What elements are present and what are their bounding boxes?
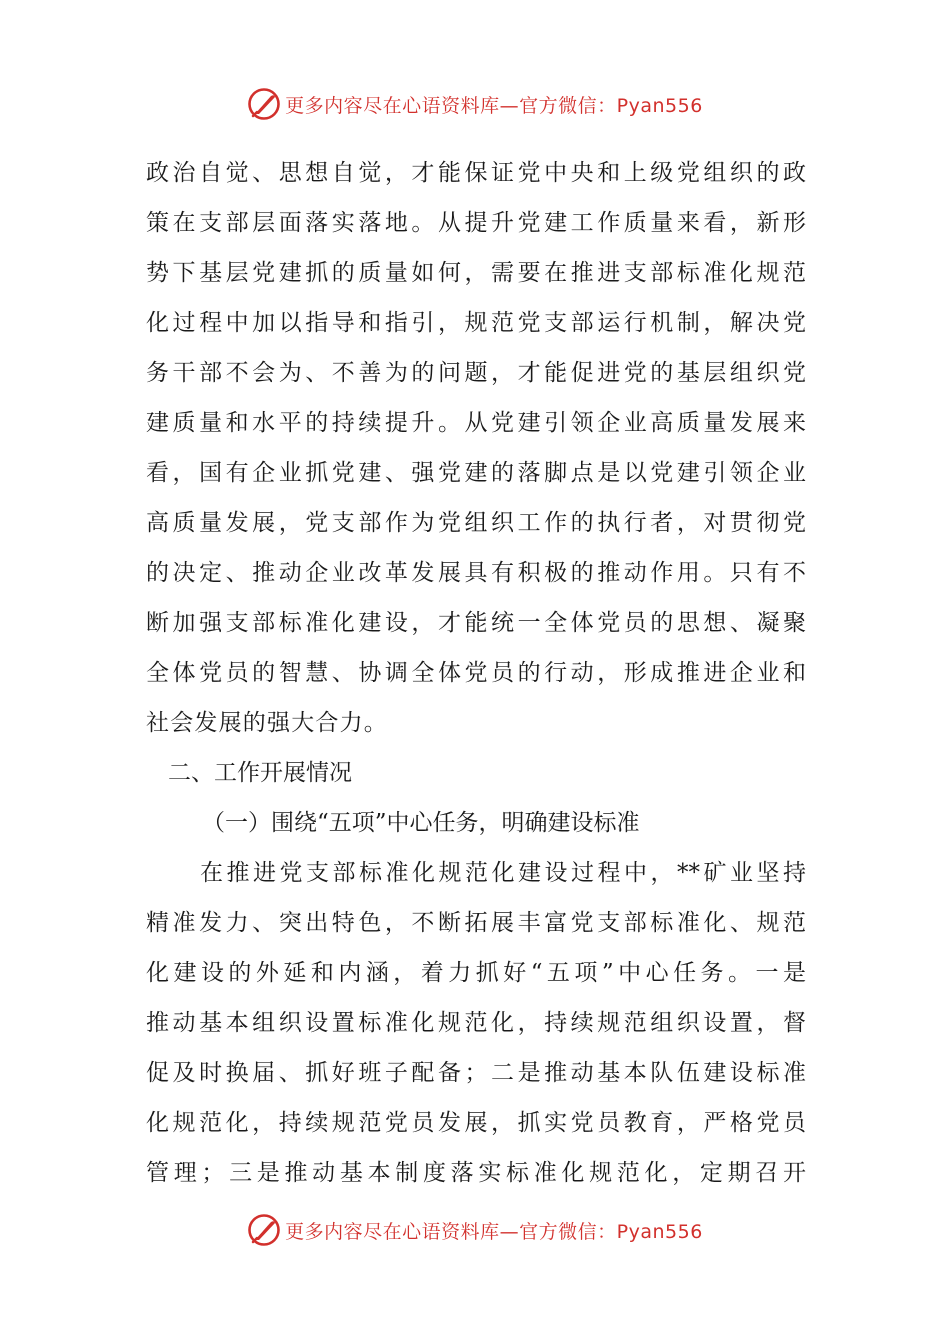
text-line: 促及时换届、抓好班子配备；二是推动基本队伍建设标准 xyxy=(146,1060,806,1086)
text-line: 策在支部层面落实落地。从提升党建工作质量来看，新形 xyxy=(146,210,806,236)
banner-text: 更多内容尽在心语资料库—官方微信：Pyan556 xyxy=(285,1220,703,1243)
text-line: 断加强支部标准化建设，才能统一全体党员的思想、凝聚 xyxy=(146,610,806,636)
text-line: 高质量发展，党支部作为党组织工作的执行者，对贯彻党 xyxy=(146,510,806,536)
text-line: 务干部不会为、不善为的问题，才能促进党的基层组织党 xyxy=(146,360,806,386)
header-banner xyxy=(0,84,950,124)
document-body xyxy=(146,148,806,1198)
text-line: 社会发展的强大合力。 xyxy=(146,710,388,736)
quill-pen-seal-icon xyxy=(247,87,281,121)
banner-text: 更多内容尽在心语资料库—官方微信：Pyan556 xyxy=(285,94,703,117)
text-line: 看，国有企业抓党建、强党建的落脚点是以党建引领企业 xyxy=(146,460,806,486)
text-line: 势下基层党建抓的质量如何，需要在推进支部标准化规范 xyxy=(146,260,806,286)
text-line: 化过程中加以指导和指引，规范党支部运行机制，解决党 xyxy=(146,310,806,336)
text-line: 化建设的外延和内涵，着力抓好“五项”中心任务。一是 xyxy=(146,960,806,986)
text-line: 精准发力、突出特色，不断拓展丰富党支部标准化、规范 xyxy=(146,910,806,936)
section-heading: 二、工作开展情况 xyxy=(168,760,352,786)
text-line: 管理；三是推动基本制度落实标准化规范化，定期召开 xyxy=(146,1160,806,1186)
footer-banner xyxy=(0,1210,950,1250)
subsection-heading: （一）围绕“五项”中心任务，明确建设标准 xyxy=(202,810,640,836)
quill-pen-seal-icon xyxy=(247,1213,281,1247)
text-line: 化规范化，持续规范党员发展，抓实党员教育，严格党员 xyxy=(146,1110,806,1136)
text-line: 在推进党支部标准化规范化建设过程中，**矿业坚持 xyxy=(200,860,806,886)
text-line: 建质量和水平的持续提升。从党建引领企业高质量发展来 xyxy=(146,410,806,436)
text-line: 全体党员的智慧、协调全体党员的行动，形成推进企业和 xyxy=(146,660,806,686)
text-line: 推动基本组织设置标准化规范化，持续规范组织设置，督 xyxy=(146,1010,806,1036)
text-line: 的决定、推动企业改革发展具有积极的推动作用。只有不 xyxy=(146,560,806,586)
text-line: 政治自觉、思想自觉，才能保证党中央和上级党组织的政 xyxy=(146,160,806,186)
